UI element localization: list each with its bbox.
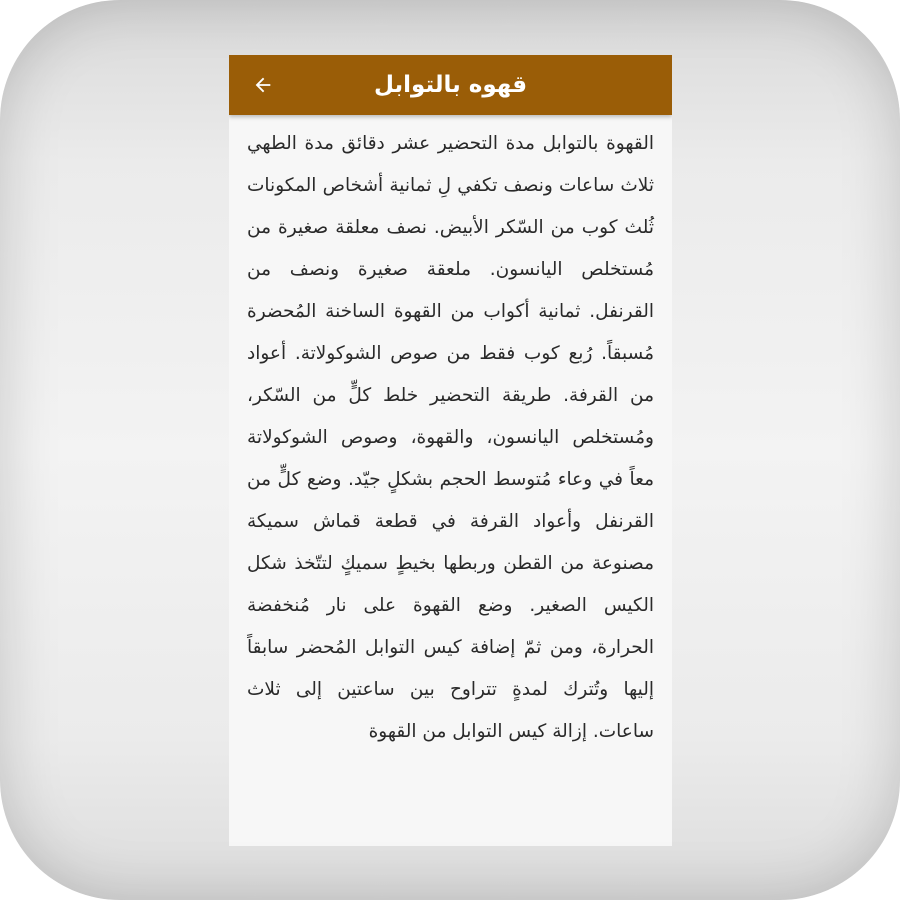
article-scroll-area[interactable] — [229, 115, 672, 846]
app-screen — [229, 55, 672, 846]
app-bar — [229, 55, 672, 115]
back-button[interactable] — [245, 67, 281, 103]
article-body: القهوة بالتوابل مدة التحضير عشر دقائق مدة الطهي ثلاث ساعات ونصف تكفي لِ ثمانية أشخاص المكونات ثُلث كوب من السّكر الأبيض. نصف معلقة صغيرة من مُستخلص اليانسون. ملعقة صغيرة ونصف من القرنفل. ثمانية أكواب من القهوة الساخنة المُحضرة مُسبقاً. رُبع كوب فقط من صوص الشوكولاتة. أعواد من القرفة. طريقة التحضير خلط كلٍّ من السّكر، ومُستخلص اليانسون، والقهوة، وصوص الشوكولاتة معاً في وعاء مُتوسط الحجم بشكلٍ جيّد. وضع كلٍّ من القرنفل وأعواد القرفة في قطعة قماش سميكة مصنوعة من القطن وربطها بخيطٍ سميكٍ لتتّخذ شكل الكيس الصغير. وضع القهوة على نار مُنخفضة الحرارة، ومن ثمّ إضافة كيس التوابل المُحضر سابقاً إليها وتُترك لمدةٍ تتراوح بين ساعتين إلى ثلاث ساعات. إزالة كيس التوابل من القهوة — [247, 133, 654, 742]
arrow-left-icon — [252, 74, 274, 96]
page-title: قهوه بالتوابل — [373, 72, 527, 98]
